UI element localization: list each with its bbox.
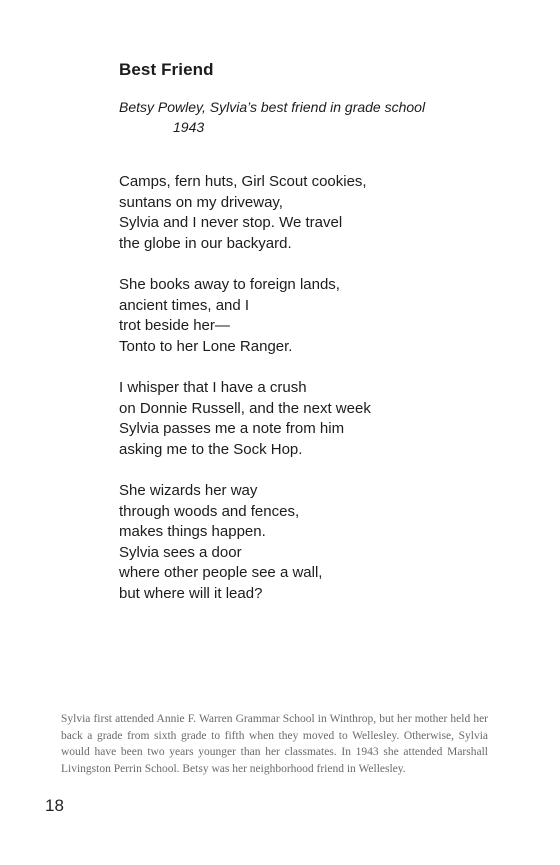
poem-line: the globe in our backyard. <box>119 234 292 252</box>
stanza-3 <box>119 378 371 460</box>
poem-line: Camps, fern huts, Girl Scout cookies, <box>119 173 367 190</box>
poem-line: She wizards her way <box>119 482 258 499</box>
poem-line: ancient times, and I <box>119 296 250 314</box>
poem-line: Sylvia and I never stop. We travel <box>119 214 343 231</box>
poem-body <box>119 172 371 625</box>
attribution-year: 1943 <box>173 119 205 135</box>
poem-line: suntans on my driveway, <box>119 193 283 211</box>
poem-title: Best Friend <box>119 60 214 79</box>
stanza-1 <box>119 172 371 254</box>
poem-line: makes things happen. <box>119 523 266 540</box>
stanza-2 <box>119 275 371 357</box>
poem-line: asking me to the Sock Hop. <box>119 440 303 458</box>
page-number: 18 <box>45 796 64 815</box>
poem-line: Tonto to her Lone Ranger. <box>119 337 293 355</box>
poem-line: where other people see a wall, <box>119 564 323 581</box>
attribution-text: Betsy Powley, Sylvia’s best friend in grade school <box>119 99 426 115</box>
poem-line: I whisper that I have a crush <box>119 379 307 396</box>
poem-line: trot beside her— <box>119 317 230 334</box>
poem-line: She books away to foreign lands, <box>119 276 340 293</box>
poem-line: through woods and fences, <box>119 502 300 520</box>
poem-line: but where will it lead? <box>119 584 263 602</box>
footnote: Sylvia first attended Annie F. Warren Grammar School in Winthrop, but her mother held her back a grade from sixth grade to fifth when they moved to Wellesley. Otherwise, Sylvia would have been two years younger than her classmates. In 1943 she attended Marshall Livingston Perrin School. Betsy was her neighborhood friend in Wellesley. <box>61 713 488 775</box>
poem-line: Sylvia passes me a note from him <box>119 420 345 437</box>
poem-line: on Donnie Russell, and the next week <box>119 399 371 417</box>
poem-attribution <box>119 97 425 137</box>
stanza-4 <box>119 481 371 604</box>
poem-line: Sylvia sees a door <box>119 543 242 561</box>
